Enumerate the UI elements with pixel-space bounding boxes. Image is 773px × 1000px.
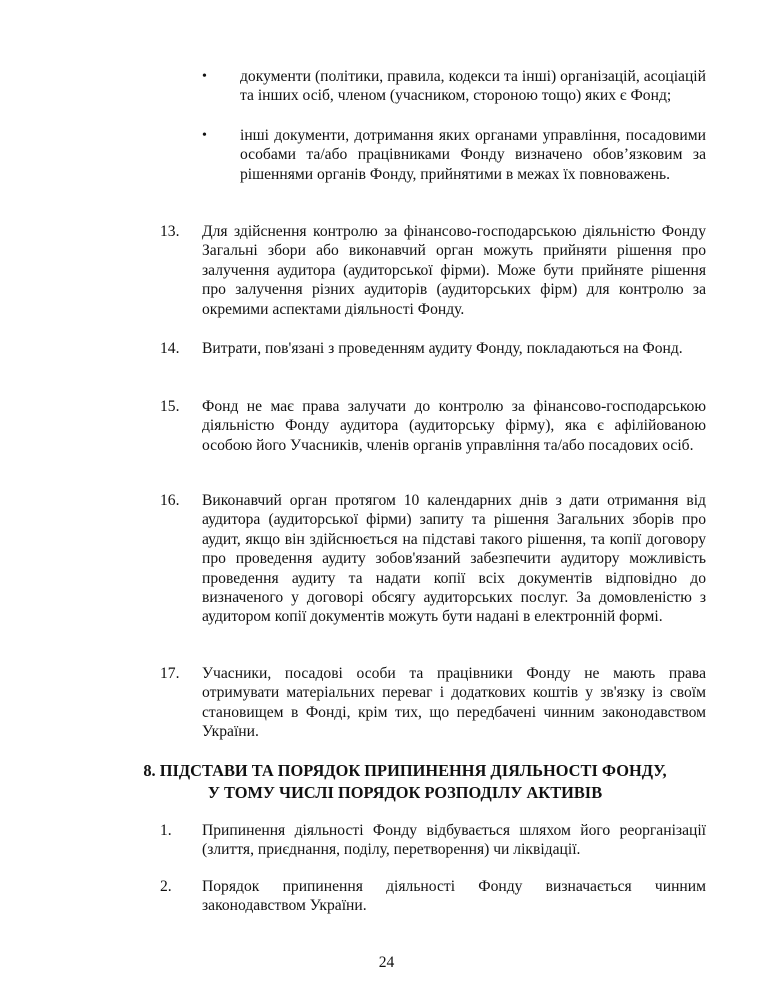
numbered-item-17 bbox=[160, 664, 706, 742]
bullet-text: інші документи, дотримання яких органами управління, посадовими особами та/або працівниками Фонду визначено обов’язковим за рішеннями органів Фонду, прийнятими в межах їх повноважень. bbox=[240, 127, 706, 183]
numbered-item-2 bbox=[160, 877, 706, 916]
item-number: 14. bbox=[160, 340, 180, 357]
item-number: 13. bbox=[160, 223, 180, 240]
item-text: Порядок припинення діяльності Фонду визначається чинним законодавством України. bbox=[202, 878, 706, 915]
list-item bbox=[202, 126, 706, 184]
item-text: Виконавчий орган протягом 10 календарних днів з дати отримання від аудитора (аудиторської фірми) запиту та рішення Загальних зборів про аудит, якщо він здійснюється на підставі такого рішення, та копії договору про проведення аудиту зобов'язаний забезпечити аудитору можливість проведення аудиту та надати копії всіх документів відповідно до визначеного у договорі обсягу аудиторських послуг. За домовленістю з аудитором копії документів можуть бути надані в електронній формі. bbox=[202, 492, 706, 626]
page-number: 24 bbox=[378, 954, 395, 971]
item-text: Припинення діяльності Фонду відбувається шляхом його реорганізації (злиття, приєднання, поділу, перетворення) чи ліквідації. bbox=[202, 822, 706, 859]
item-number: 2. bbox=[160, 878, 172, 895]
item-number: 1. bbox=[160, 822, 172, 839]
item-text: Витрати, пов'язані з проведенням аудиту Фонду, покладаються на Фонд. bbox=[202, 340, 683, 357]
numbered-item-1 bbox=[160, 821, 706, 860]
heading-line-1: 8. ПІДСТАВИ ТА ПОРЯДОК ПРИПИНЕННЯ ДІЯЛЬНОСТІ ФОНДУ, bbox=[143, 761, 667, 780]
numbered-item-15 bbox=[160, 397, 706, 455]
item-text: Учасники, посадові особи та працівники Фонду не мають права отримувати матеріальних переваг і додаткових коштів у зв'язку із своїм становищем в Фонді, крім тих, що передбачені чинним законодавством України. bbox=[202, 665, 706, 741]
bullet-icon: • bbox=[202, 69, 207, 84]
item-number: 17. bbox=[160, 665, 180, 682]
heading-line-2: У ТОМУ ЧИСЛІ ПОРЯДОК РОЗПОДІЛУ АКТИВІВ bbox=[207, 783, 603, 802]
bullet-text: документи (політики, правила, кодекси та інші) організацій, асоціацій та інших осіб, членом (учасником, стороною тощо) яких є Фонд; bbox=[240, 68, 706, 105]
numbered-item-16 bbox=[160, 491, 706, 627]
section-heading bbox=[140, 760, 670, 804]
item-text: Фонд не має права залучати до контролю за фінансово-господарською діяльністю Фонду аудитора (аудиторську фірму), яка є афілійованою особою його Учасників, членів органів управління та/або посадових осіб. bbox=[202, 398, 706, 454]
item-text: Для здійснення контролю за фінансово-господарською діяльністю Фонду Загальні збори або виконавчий орган можуть прийняти рішення про залучення аудитора (аудиторської фірми). Може бути прийняте рішення про залучення різних аудиторів (аудиторських фірм) для контролю за окремими аспектами діяльності Фонду. bbox=[202, 223, 706, 318]
list-item bbox=[202, 67, 706, 106]
numbered-item-13 bbox=[160, 222, 706, 319]
item-number: 15. bbox=[160, 398, 180, 415]
bullet-icon: • bbox=[202, 128, 207, 143]
item-number: 16. bbox=[160, 492, 180, 509]
numbered-item-14 bbox=[160, 339, 706, 358]
